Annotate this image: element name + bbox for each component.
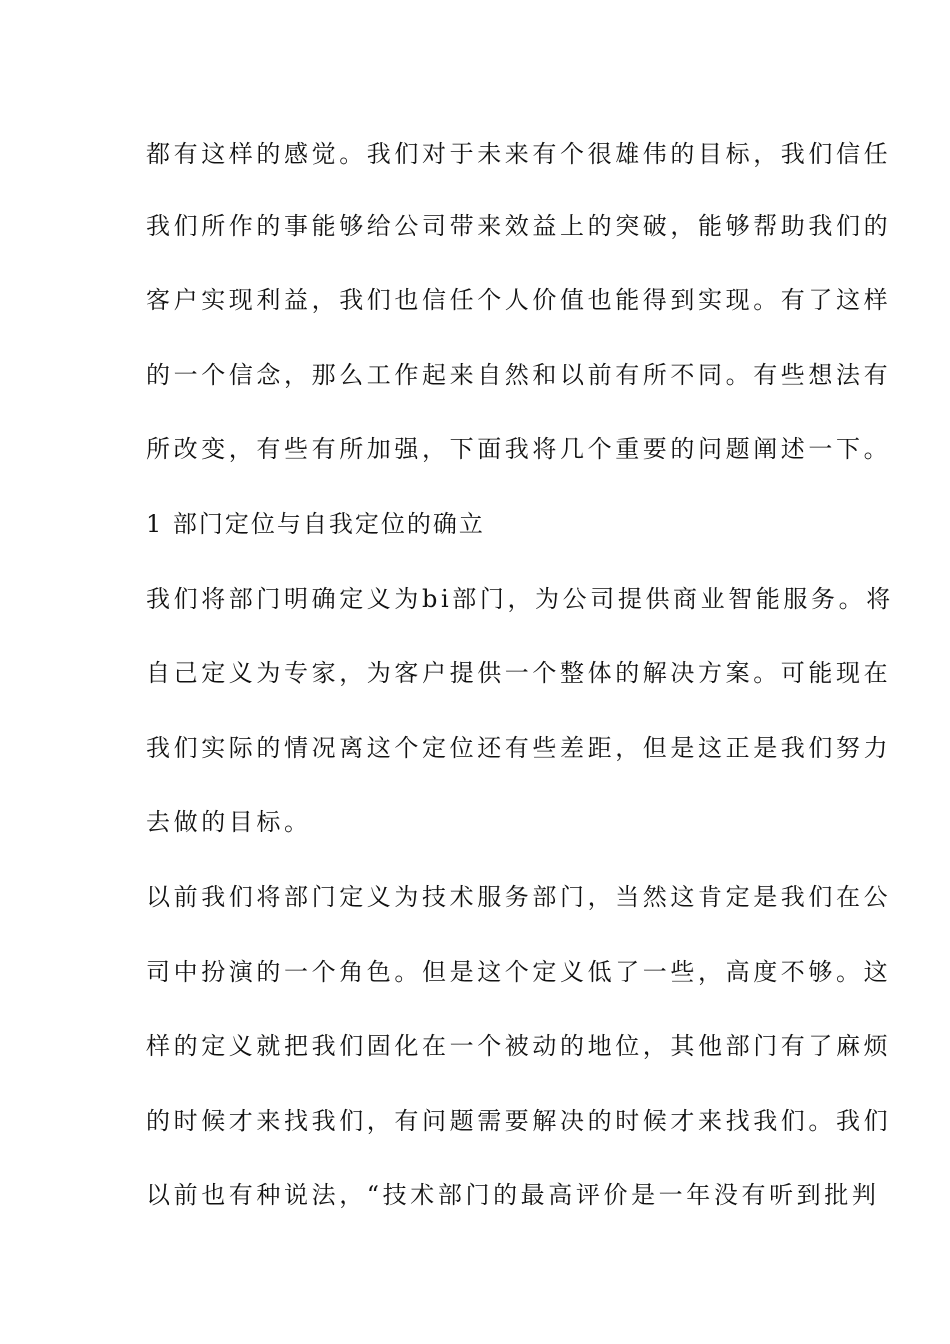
paragraph-line-7: 自己定义为专家，为客户提供一个整体的解决方案。可能现在 xyxy=(146,659,892,687)
paragraph-line-1: 都有这样的感觉。我们对于未来有个很雄伟的目标，我们信任 xyxy=(146,140,892,168)
paragraph-line-10: 以前我们将部门定义为技术服务部门，当然这肯定是我们在公 xyxy=(146,883,892,911)
paragraph-line-13: 的时候才来找我们，有问题需要解决的时候才来找我们。我们 xyxy=(146,1107,892,1135)
paragraph-line-2: 我们所作的事能够给公司带来效益上的突破，能够帮助我们的 xyxy=(146,212,892,240)
paragraph-line-3: 客户实现利益，我们也信任个人价值也能得到实现。有了这样 xyxy=(146,286,892,314)
paragraph-line-9: 去做的目标。 xyxy=(146,808,312,836)
paragraph-line-4: 的一个信念，那么工作起来自然和以前有所不同。有些想法有 xyxy=(146,361,892,389)
paragraph-line-5: 所改变，有些有所加强，下面我将几个重要的问题阐述一下。 xyxy=(146,435,892,463)
paragraph-line-8: 我们实际的情况离这个定位还有些差距，但是这正是我们努力 xyxy=(146,734,892,762)
paragraph-line-14: 以前也有种说法，“技术部门的最高评价是一年没有听到批判 xyxy=(146,1181,880,1209)
paragraph-line-12: 样的定义就把我们固化在一个被动的地位，其他部门有了麻烦 xyxy=(146,1032,892,1060)
paragraph-line-11: 司中扮演的一个角色。但是这个定义低了一些，高度不够。这 xyxy=(146,958,892,986)
paragraph-line-6: 我们将部门明确定义为bi部门，为公司提供商业智能服务。将 xyxy=(146,585,894,613)
section-heading: 1 部门定位与自我定位的确立 xyxy=(146,510,485,538)
